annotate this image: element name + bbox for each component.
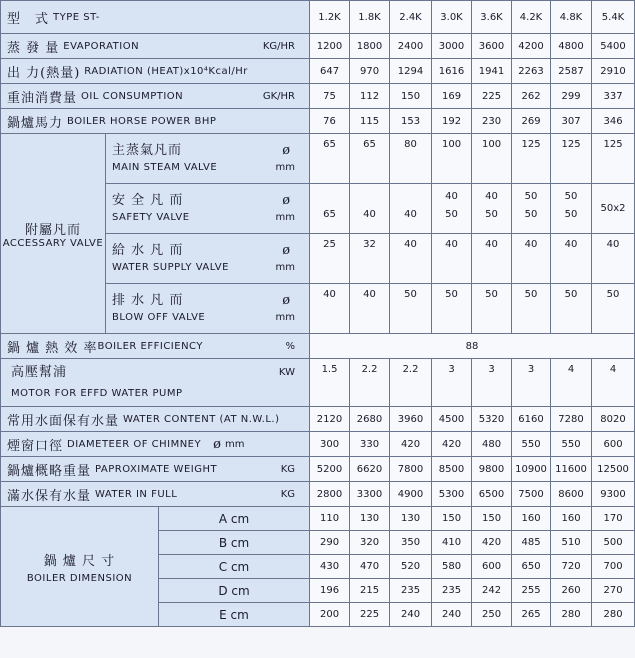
evaporation-cell: 3000 <box>432 34 472 59</box>
safety-top-value: 50 <box>524 190 538 202</box>
dimension-cell: 600 <box>472 555 512 579</box>
radiation-cell: 970 <box>350 59 390 84</box>
safety-bottom-value: 50 <box>524 208 538 220</box>
safety-cell <box>390 184 432 234</box>
pump-cell: 3 <box>472 359 512 407</box>
radiation-row <box>1 59 635 84</box>
dimension-cell: 235 <box>390 579 432 603</box>
dimension-cell: 130 <box>390 507 432 531</box>
radiation-label-cn: 出 力(熱量) <box>7 65 81 81</box>
dimension-key: D cm <box>159 579 310 603</box>
chimney-cell: 550 <box>512 432 551 457</box>
dimension-cell: 160 <box>551 507 592 531</box>
full_water-label-en: WATER IN FULL <box>95 488 178 500</box>
dimension-cell: 270 <box>592 579 635 603</box>
accessory-label-cn: 附屬凡而 <box>24 222 81 238</box>
evaporation-row <box>1 34 635 59</box>
safety-bottom-value: 65 <box>323 208 336 220</box>
safety-bottom-value: 50 <box>445 208 458 220</box>
weight-cell: 9800 <box>472 457 512 482</box>
horsepower-label-cn: 鍋爐馬力 <box>7 115 64 131</box>
efficiency-value: 88 <box>310 334 635 359</box>
full_water-cell: 3300 <box>350 482 390 507</box>
dimension-cell: 110 <box>310 507 350 531</box>
weight-cell: 11600 <box>551 457 592 482</box>
water_supply-cell: 40 <box>472 234 512 284</box>
horsepower-cell: 192 <box>432 109 472 134</box>
radiation-cell: 1941 <box>472 59 512 84</box>
dimension-key: B cm <box>159 531 310 555</box>
dimension-cell: 320 <box>350 531 390 555</box>
oil-cell: 337 <box>592 84 635 109</box>
chimney-cell: 550 <box>551 432 592 457</box>
safety-cell: 50x2 <box>592 184 635 234</box>
horsepower-label-en: BOILER HORSE POWER BHP <box>67 115 217 127</box>
horsepower-cell: 153 <box>390 109 432 134</box>
weight-cell: 7800 <box>390 457 432 482</box>
dimension-cell: 290 <box>310 531 350 555</box>
dimension-row <box>1 507 635 531</box>
dimension-cell: 420 <box>472 531 512 555</box>
safety-bottom-value: 40 <box>363 208 376 220</box>
safety-cell <box>472 184 512 234</box>
safety-cell <box>350 184 390 234</box>
water_content-label-cn: 常用水面保有水量 <box>7 413 120 429</box>
evaporation-label <box>1 34 310 59</box>
dimension-cell: 470 <box>350 555 390 579</box>
oil-cell: 225 <box>472 84 512 109</box>
dimension-label-cn: 鍋 爐 尺 寸 <box>43 553 116 569</box>
evaporation-cell: 5400 <box>592 34 635 59</box>
pump-unit: KW <box>278 366 296 378</box>
dimension-cell: 485 <box>512 531 551 555</box>
dimension-cell: 650 <box>512 555 551 579</box>
safety-cell <box>551 184 592 234</box>
dimension-cell: 242 <box>472 579 512 603</box>
model-column-header: 5.4K <box>592 1 635 34</box>
model-column-header: 4.8K <box>551 1 592 34</box>
safety-bottom-value: 50 <box>485 208 498 220</box>
water_supply-unit: mm <box>275 261 296 273</box>
water_content-cell: 8020 <box>592 407 635 432</box>
blow_off-label-cn: 排 水 凡 而 <box>112 292 184 308</box>
diameter-symbol: ø <box>282 242 292 258</box>
evaporation-cell: 4200 <box>512 34 551 59</box>
dimension-cell: 350 <box>390 531 432 555</box>
dimension-key: C cm <box>159 555 310 579</box>
safety-bottom-value: 50 <box>564 208 578 220</box>
water_supply-label-cn: 給 水 凡 而 <box>112 242 184 258</box>
model-column-header: 1.8K <box>350 1 390 34</box>
oil-label <box>1 84 310 109</box>
safety-cell <box>512 184 551 234</box>
dimension-cell: 150 <box>432 507 472 531</box>
dimension-cell: 500 <box>592 531 635 555</box>
efficiency-label-cn: 鍋 爐 熱 效 率 <box>7 340 98 356</box>
pump-cell: 4 <box>551 359 592 407</box>
main_steam-cell: 80 <box>390 134 432 184</box>
weight-cell: 8500 <box>432 457 472 482</box>
blow_off-label-en: BLOW OFF VALVE <box>112 311 206 323</box>
dimension-label-en: BOILER DIMENSION <box>26 572 133 584</box>
safety-unit: mm <box>275 211 296 223</box>
main_steam-label-en: MAIN STEAM VALVE <box>112 161 218 173</box>
main_steam-cell: 100 <box>432 134 472 184</box>
pump-cell: 4 <box>592 359 635 407</box>
dimension-cell: 235 <box>432 579 472 603</box>
main_steam-cell: 125 <box>512 134 551 184</box>
model-column-header: 2.4K <box>390 1 432 34</box>
horsepower-cell: 307 <box>551 109 592 134</box>
pump-label <box>1 359 310 407</box>
dimension-cell: 240 <box>432 603 472 627</box>
dimension-cell: 520 <box>390 555 432 579</box>
water_content-row <box>1 407 635 432</box>
diameter-symbol: ø <box>282 142 292 158</box>
efficiency-unit: % <box>285 340 296 352</box>
dimension-key: E cm <box>159 603 310 627</box>
chimney-cell: 600 <box>592 432 635 457</box>
water_content-cell: 7280 <box>551 407 592 432</box>
chimney-cell: 300 <box>310 432 350 457</box>
accessory-main_steam-label <box>106 134 310 184</box>
full_water-cell: 8600 <box>551 482 592 507</box>
weight-row <box>1 457 635 482</box>
pump-cell: 2.2 <box>390 359 432 407</box>
chimney-label-cn: 煙窗口徑 <box>7 438 64 454</box>
water_content-label-en: WATER CONTENT (AT N.W.L.) <box>123 413 280 425</box>
full_water-unit: KG <box>280 488 296 500</box>
chimney-unit: mm <box>224 438 245 450</box>
horsepower-cell: 269 <box>512 109 551 134</box>
full_water-row <box>1 482 635 507</box>
dimension-cell: 720 <box>551 555 592 579</box>
weight-cell: 12500 <box>592 457 635 482</box>
dimension-cell: 580 <box>432 555 472 579</box>
weight-cell: 5200 <box>310 457 350 482</box>
dimension-cell: 215 <box>350 579 390 603</box>
safety-label-cn: 安 全 凡 而 <box>112 192 184 208</box>
safety-top-value <box>310 191 349 209</box>
weight-label-en: PAPROXIMATE WEIGHT <box>95 463 218 475</box>
water_content-cell: 2120 <box>310 407 350 432</box>
radiation-label <box>1 59 310 84</box>
water_content-cell: 3960 <box>390 407 432 432</box>
weight-cell: 6620 <box>350 457 390 482</box>
full_water-label-cn: 滿水保有水量 <box>7 488 92 504</box>
chimney-label <box>1 432 310 457</box>
blow_off-cell: 50 <box>551 284 592 334</box>
type-label <box>1 1 310 34</box>
pump-cell: 2.2 <box>350 359 390 407</box>
radiation-cell: 1616 <box>432 59 472 84</box>
horsepower-cell: 230 <box>472 109 512 134</box>
full_water-label <box>1 482 310 507</box>
oil-unit: GK/HR <box>262 90 296 102</box>
oil-label-en: OIL CONSUMPTION <box>81 90 184 102</box>
evaporation-cell: 2400 <box>390 34 432 59</box>
blow_off-unit: mm <box>275 311 296 323</box>
water_supply-cell: 32 <box>350 234 390 284</box>
horsepower-cell: 115 <box>350 109 390 134</box>
water_supply-cell: 40 <box>551 234 592 284</box>
dimension-cell: 255 <box>512 579 551 603</box>
dimension-label <box>1 507 159 627</box>
accessory-blow_off-label <box>106 284 310 334</box>
oil-cell: 75 <box>310 84 350 109</box>
horsepower-cell: 76 <box>310 109 350 134</box>
radiation-cell: 647 <box>310 59 350 84</box>
accessory-water_supply-label <box>106 234 310 284</box>
oil-cell: 169 <box>432 84 472 109</box>
weight-label-cn: 鍋爐概略重量 <box>7 463 92 479</box>
evaporation-label-en: EVAPORATION <box>63 40 140 52</box>
oil-row <box>1 84 635 109</box>
main_steam-cell: 125 <box>551 134 592 184</box>
blow_off-cell: 40 <box>310 284 350 334</box>
radiation-cell: 1294 <box>390 59 432 84</box>
type-label-en: TYPE ST- <box>53 11 100 23</box>
type-row <box>1 1 635 34</box>
safety-top-value <box>350 191 389 209</box>
evaporation-cell: 1800 <box>350 34 390 59</box>
dimension-cell: 200 <box>310 603 350 627</box>
water_content-cell: 4500 <box>432 407 472 432</box>
water_content-cell: 5320 <box>472 407 512 432</box>
oil-cell: 262 <box>512 84 551 109</box>
dimension-cell: 280 <box>551 603 592 627</box>
full_water-cell: 7500 <box>512 482 551 507</box>
full_water-cell: 9300 <box>592 482 635 507</box>
main_steam-cell: 125 <box>592 134 635 184</box>
chimney-cell: 480 <box>472 432 512 457</box>
safety-top-value: 50 <box>564 190 578 202</box>
dimension-cell: 250 <box>472 603 512 627</box>
horsepower-row <box>1 109 635 134</box>
radiation-cell: 2263 <box>512 59 551 84</box>
evaporation-cell: 1200 <box>310 34 350 59</box>
dimension-cell: 240 <box>390 603 432 627</box>
dimension-cell: 430 <box>310 555 350 579</box>
safety-top-value: 40 <box>445 190 458 202</box>
water_supply-label-en: WATER SUPPLY VALVE <box>112 261 229 273</box>
diameter-symbol: ø <box>282 192 292 208</box>
model-column-header: 4.2K <box>512 1 551 34</box>
dimension-cell: 130 <box>350 507 390 531</box>
oil-cell: 299 <box>551 84 592 109</box>
accessory-label-en: ACCESSARY VALVE <box>2 237 104 249</box>
water_supply-cell: 40 <box>512 234 551 284</box>
chimney-label-en: DIAMETEER OF CHIMNEY <box>67 438 202 450</box>
oil-cell: 112 <box>350 84 390 109</box>
pump-cell: 3 <box>512 359 551 407</box>
full_water-cell: 6500 <box>472 482 512 507</box>
model-column-header: 3.6K <box>472 1 512 34</box>
dimension-cell: 225 <box>350 603 390 627</box>
water_content-label <box>1 407 310 432</box>
main_steam-cell: 100 <box>472 134 512 184</box>
radiation-label-en: RADIATION (HEAT)x10⁴Kcal/Hr <box>84 65 248 77</box>
safety-top-value: 40 <box>485 190 498 202</box>
evaporation-cell: 3600 <box>472 34 512 59</box>
chimney-cell: 420 <box>432 432 472 457</box>
dimension-cell: 280 <box>592 603 635 627</box>
accessory-safety-label <box>106 184 310 234</box>
water_supply-cell: 40 <box>592 234 635 284</box>
diameter-symbol: ø <box>213 436 222 452</box>
dimension-cell: 196 <box>310 579 350 603</box>
weight-label <box>1 457 310 482</box>
oil-label-cn: 重油消費量 <box>7 90 78 106</box>
blow_off-cell: 40 <box>350 284 390 334</box>
main_steam-cell: 65 <box>350 134 390 184</box>
accessory-main_steam-row <box>1 134 635 184</box>
blow_off-cell: 50 <box>472 284 512 334</box>
dimension-cell: 160 <box>512 507 551 531</box>
main_steam-unit: mm <box>275 161 296 173</box>
pump-cell: 3 <box>432 359 472 407</box>
pump-label-en: MOTOR FOR EFFD WATER PUMP <box>11 387 183 399</box>
blow_off-cell: 50 <box>512 284 551 334</box>
water_content-cell: 2680 <box>350 407 390 432</box>
radiation-cell: 2910 <box>592 59 635 84</box>
radiation-cell: 2587 <box>551 59 592 84</box>
dimension-cell: 150 <box>472 507 512 531</box>
oil-cell: 150 <box>390 84 432 109</box>
blow_off-cell: 50 <box>432 284 472 334</box>
efficiency-label-en: BOILER EFFICIENCY <box>97 340 203 352</box>
diameter-symbol: ø <box>282 292 292 308</box>
efficiency-label <box>1 334 310 359</box>
blow_off-cell: 50 <box>390 284 432 334</box>
dimension-key: A cm <box>159 507 310 531</box>
full_water-cell: 4900 <box>390 482 432 507</box>
blow_off-cell: 50 <box>592 284 635 334</box>
chimney-cell: 420 <box>390 432 432 457</box>
water_supply-cell: 40 <box>432 234 472 284</box>
weight-unit: KG <box>280 463 296 475</box>
horsepower-cell: 346 <box>592 109 635 134</box>
main_steam-label-cn: 主蒸氣凡而 <box>112 142 183 158</box>
dimension-cell: 410 <box>432 531 472 555</box>
pump-row <box>1 359 635 407</box>
main_steam-cell: 65 <box>310 134 350 184</box>
full_water-cell: 5300 <box>432 482 472 507</box>
water_content-cell: 6160 <box>512 407 551 432</box>
safety-cell <box>310 184 350 234</box>
dimension-cell: 170 <box>592 507 635 531</box>
evaporation-cell: 4800 <box>551 34 592 59</box>
model-column-header: 3.0K <box>432 1 472 34</box>
model-column-header: 1.2K <box>310 1 350 34</box>
water_supply-cell: 25 <box>310 234 350 284</box>
dimension-cell: 510 <box>551 531 592 555</box>
water_supply-cell: 40 <box>390 234 432 284</box>
type-label-cn: 型 式 <box>7 11 50 27</box>
chimney-row <box>1 432 635 457</box>
pump-cell: 1.5 <box>310 359 350 407</box>
safety-bottom-value: 40 <box>404 208 417 220</box>
dimension-cell: 260 <box>551 579 592 603</box>
safety-cell <box>432 184 472 234</box>
pump-label-cn: 高壓幫浦 <box>11 364 68 380</box>
full_water-cell: 2800 <box>310 482 350 507</box>
safety-label-en: SAFETY VALVE <box>112 211 190 223</box>
accessory-valve-label <box>1 134 106 334</box>
horsepower-label <box>1 109 310 134</box>
evaporation-unit: KG/HR <box>262 40 296 52</box>
weight-cell: 10900 <box>512 457 551 482</box>
safety-top-value <box>390 191 431 209</box>
efficiency-row <box>1 334 635 359</box>
dimension-cell: 700 <box>592 555 635 579</box>
chimney-cell: 330 <box>350 432 390 457</box>
evaporation-label-cn: 蒸 發 量 <box>7 40 60 56</box>
dimension-cell: 265 <box>512 603 551 627</box>
